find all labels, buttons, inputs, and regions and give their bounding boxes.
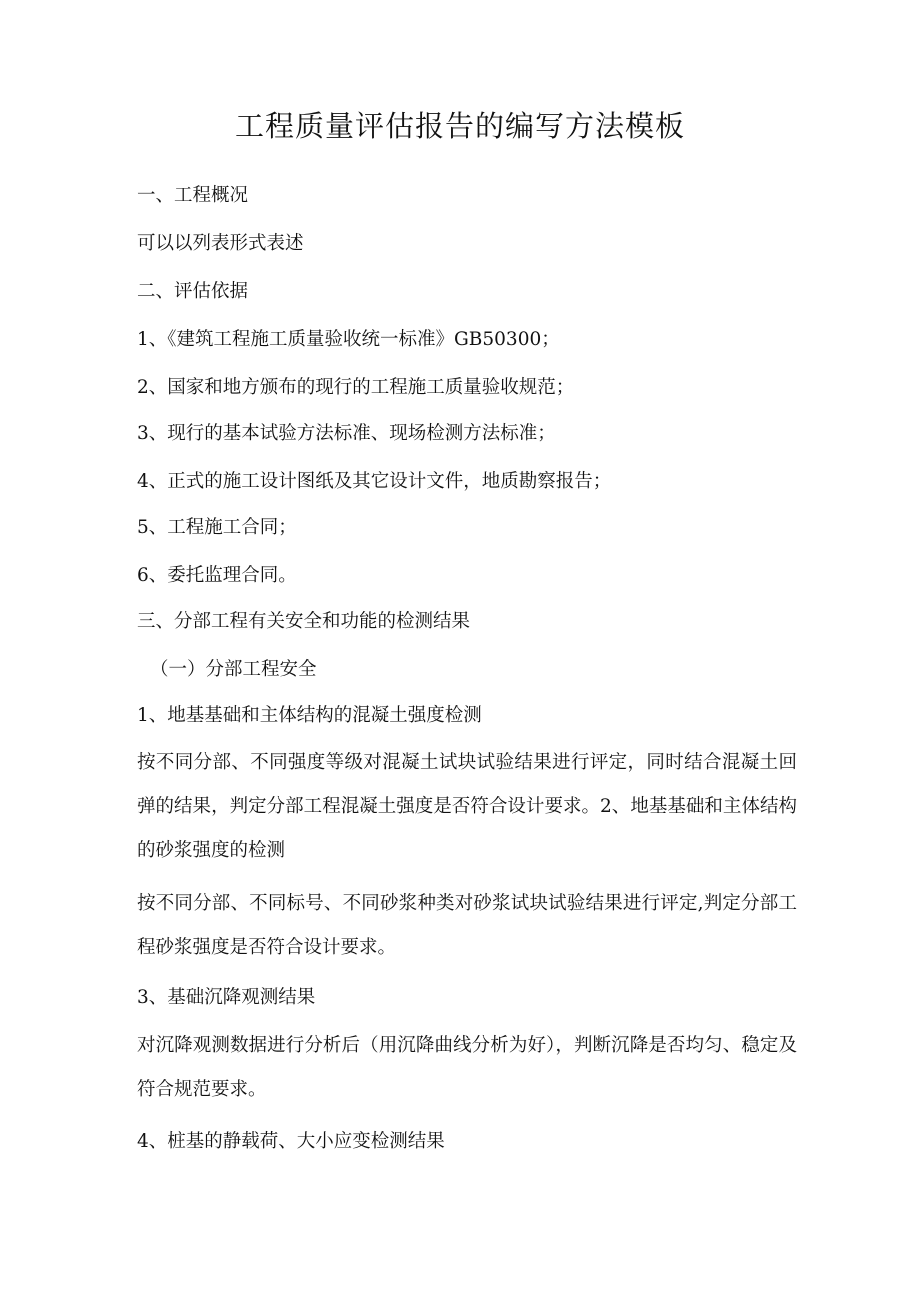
basis-item-6: 6、委托监理合同。: [137, 565, 297, 586]
paragraph-concrete: 按不同分部、不同强度等级对混凝土试块试验结果进行评定，同时结合混凝土回弹的结果，判定分部工程混凝土强度是否符合设计要求。2、地基基础和主体结构的砂浆强度的检测: [137, 752, 797, 861]
item-heading-concrete: 1、地基基础和主体结构的混凝土强度检测: [137, 705, 482, 726]
basis-item-2: 2、国家和地方颁布的现行的工程施工质量验收规范；: [137, 377, 575, 398]
paragraph-mortar: 按不同分部、不同标号、不同砂浆种类对砂浆试块试验结果进行评定,判定分部工程砂浆强度是否符合设计要求。: [137, 893, 797, 958]
paragraph-settlement: 对沉降观测数据进行分析后（用沉降曲线分析为好），判断沉降是否均匀、稳定及符合规范要求。: [137, 1035, 797, 1100]
subsection-heading-safety: （一）分部工程安全: [150, 659, 317, 680]
overview-text: 可以以列表形式表述: [137, 233, 304, 254]
basis-item-5: 5、工程施工合同；: [137, 517, 297, 538]
document-title: 工程质量评估报告的编写方法模板: [234, 109, 685, 143]
section-heading-basis: 二、评估依据: [137, 281, 249, 302]
basis-item-3: 3、现行的基本试验方法标准、现场检测方法标准；: [137, 423, 556, 444]
item-heading-settlement: 3、基础沉降观测结果: [137, 987, 316, 1008]
section-heading-results: 三、分部工程有关安全和功能的检测结果: [137, 611, 471, 632]
basis-item-4: 4、正式的施工设计图纸及其它设计文件，地质勘察报告；: [137, 471, 612, 492]
basis-item-1: 1、《建筑工程施工质量验收统一标准》GB50300；: [137, 329, 560, 350]
item-heading-pile: 4、桩基的静载荷、大小应变检测结果: [137, 1131, 445, 1152]
section-heading-overview: 一、工程概况: [137, 185, 249, 206]
